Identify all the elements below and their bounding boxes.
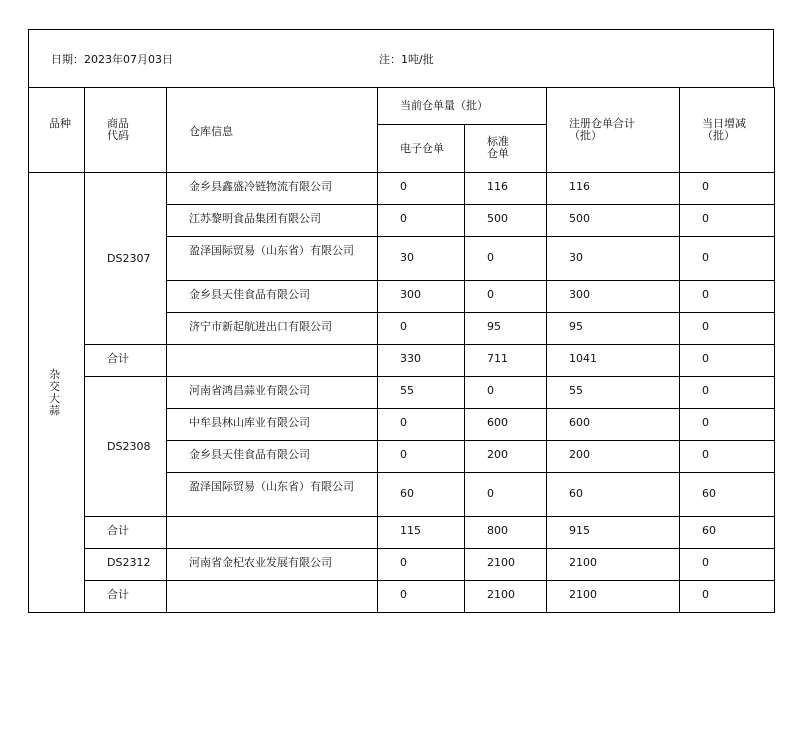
warehouse-cell: 金乡县鑫盛冷链物流有限公司 (167, 173, 378, 205)
standard-cell: 2100 (465, 581, 547, 613)
electronic-cell: 60 (378, 473, 465, 517)
header-current: 当前仓单量（批） (378, 88, 547, 125)
total-cell: 500 (547, 205, 680, 237)
electronic-cell: 115 (378, 517, 465, 549)
change-cell: 0 (680, 237, 775, 281)
code-cell: DS2307 (85, 173, 167, 345)
warehouse-cell (167, 517, 378, 549)
warehouse-cell: 江苏黎明食品集团有限公司 (167, 205, 378, 237)
warehouse-cell (167, 345, 378, 377)
code-cell: DS2312 (85, 549, 167, 581)
unit-note: 注：1吨/批 (379, 53, 434, 66)
electronic-cell: 30 (378, 237, 465, 281)
table-row (29, 173, 775, 205)
change-cell: 0 (680, 441, 775, 473)
standard-cell: 116 (465, 173, 547, 205)
warehouse-cell: 金乡县天佳食品有限公司 (167, 441, 378, 473)
change-cell: 0 (680, 173, 775, 205)
header-electronic: 电子仓单 (378, 125, 465, 173)
warehouse-cell: 金乡县天佳食品有限公司 (167, 281, 378, 313)
electronic-cell: 330 (378, 345, 465, 377)
warehouse-cell: 河南省金杞农业发展有限公司 (167, 549, 378, 581)
total-cell: 116 (547, 173, 680, 205)
change-cell: 60 (680, 517, 775, 549)
header-warehouse: 仓库信息 (167, 88, 378, 173)
electronic-cell: 0 (378, 441, 465, 473)
total-cell: 60 (547, 473, 680, 517)
total-cell: 300 (547, 281, 680, 313)
electronic-cell: 300 (378, 281, 465, 313)
change-cell: 0 (680, 205, 775, 237)
total-cell: 2100 (547, 581, 680, 613)
warehouse-cell: 盈泽国际贸易（山东省）有限公司 (167, 473, 378, 517)
subtotal-row (29, 581, 775, 613)
subtotal-label: 合计 (85, 517, 167, 549)
warrant-report (28, 29, 774, 613)
report-date (51, 51, 173, 67)
subtotal-label: 合计 (85, 345, 167, 377)
electronic-cell: 55 (378, 377, 465, 409)
total-cell: 95 (547, 313, 680, 345)
report-header (28, 29, 774, 87)
standard-cell: 800 (465, 517, 547, 549)
table-row (29, 377, 775, 409)
code-cell: DS2308 (85, 377, 167, 517)
variety-cell (29, 173, 85, 613)
warehouse-cell: 济宁市新起航进出口有限公司 (167, 313, 378, 345)
header-code: 商品代码 (85, 88, 167, 173)
electronic-cell: 0 (378, 173, 465, 205)
total-cell: 1041 (547, 345, 680, 377)
header-registered-total: 注册仓单合计（批） (547, 88, 680, 173)
standard-cell: 200 (465, 441, 547, 473)
standard-cell: 2100 (465, 549, 547, 581)
total-cell: 200 (547, 441, 680, 473)
warehouse-cell: 河南省鸿昌蒜业有限公司 (167, 377, 378, 409)
standard-cell: 0 (465, 281, 547, 313)
variety-name: 杂交大蒜 (49, 367, 60, 417)
electronic-cell: 0 (378, 205, 465, 237)
warehouse-cell: 盈泽国际贸易（山东省）有限公司 (167, 237, 378, 281)
change-cell: 0 (680, 581, 775, 613)
electronic-cell: 0 (378, 409, 465, 441)
date-value: 2023年07月03日 (84, 53, 173, 66)
header-daily-change: 当日增减（批） (680, 88, 775, 173)
electronic-cell: 0 (378, 581, 465, 613)
standard-cell: 0 (465, 237, 547, 281)
date-label: 日期： (51, 53, 84, 66)
warrant-table (28, 87, 775, 613)
subtotal-label: 合计 (85, 581, 167, 613)
warehouse-cell (167, 581, 378, 613)
standard-cell: 711 (465, 345, 547, 377)
standard-cell: 600 (465, 409, 547, 441)
change-cell: 0 (680, 549, 775, 581)
header-standard: 标准仓单 (465, 125, 547, 173)
standard-cell: 0 (465, 377, 547, 409)
subtotal-row (29, 345, 775, 377)
change-cell: 0 (680, 345, 775, 377)
change-cell: 0 (680, 313, 775, 345)
standard-cell: 0 (465, 473, 547, 517)
change-cell: 60 (680, 473, 775, 517)
subtotal-row (29, 517, 775, 549)
electronic-cell: 0 (378, 549, 465, 581)
header-variety: 品种 (29, 88, 85, 173)
electronic-cell: 0 (378, 313, 465, 345)
total-cell: 915 (547, 517, 680, 549)
total-cell: 600 (547, 409, 680, 441)
standard-cell: 500 (465, 205, 547, 237)
table-row (29, 549, 775, 581)
change-cell: 0 (680, 377, 775, 409)
change-cell: 0 (680, 281, 775, 313)
standard-cell: 95 (465, 313, 547, 345)
change-cell: 0 (680, 409, 775, 441)
total-cell: 2100 (547, 549, 680, 581)
total-cell: 30 (547, 237, 680, 281)
total-cell: 55 (547, 377, 680, 409)
warehouse-cell: 中牟县林山库业有限公司 (167, 409, 378, 441)
